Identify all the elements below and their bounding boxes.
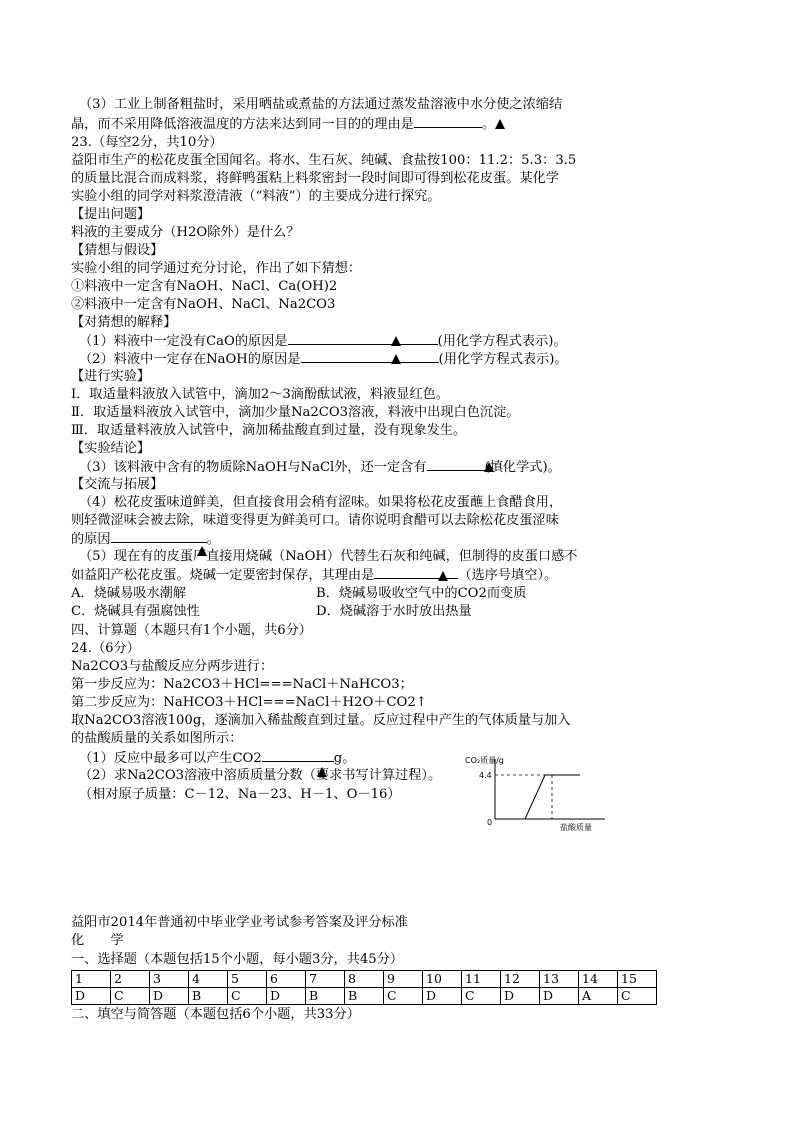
explanation-2: （2）料液中一定存在NaOH的原因是 (用化学方程式表示)。 — [79, 352, 568, 367]
answer-letter: C — [618, 988, 657, 1005]
option-d: D．烧碱溶于水时放出热量 — [316, 604, 472, 619]
option-a: A．烧碱易吸水潮解 — [71, 586, 187, 601]
question-text: 料液的主要成分（H2O除外）是什么？ — [71, 225, 300, 240]
answer-number: 8 — [345, 971, 384, 988]
option-b: B．烧碱易吸收空气中的CO2而变质 — [316, 586, 527, 601]
answers-title: 益阳市2014年普通初中毕业学业考试参考答案及评分标准 — [71, 915, 408, 930]
answer-letter: B — [345, 988, 384, 1005]
answer-number: 12 — [501, 971, 540, 988]
answer-letter: D — [423, 988, 462, 1005]
answer-blank[interactable] — [427, 458, 485, 471]
answer-blank[interactable] — [414, 115, 482, 128]
hypothesis-intro: 实验小组的同学通过充分讨论，作出了如下猜想： — [71, 261, 362, 276]
answer-number: 2 — [111, 971, 150, 988]
co2-mass-graph — [465, 755, 615, 840]
answer-letter: D — [267, 988, 306, 1005]
triangle-marker-icon — [484, 462, 494, 472]
q24-part-1: （1）反应中最多可以产生CO2 g。 — [79, 751, 356, 766]
section-heading: 【进行实验】 — [71, 369, 151, 384]
q22-3-line2: 晶，而不采用降低溶液温度的方法来达到同一目的的理由是 。 — [71, 117, 496, 132]
answer-table — [71, 970, 657, 1005]
answer-number: 9 — [384, 971, 423, 988]
triangle-marker-icon — [495, 119, 505, 129]
extension-5-line1: （5）现在有的皮蛋厂直接用烧碱（NaOH）代替生石灰和纯碱，但制得的皮蛋口感不 — [79, 549, 578, 564]
answer-number: 13 — [540, 971, 579, 988]
triangle-marker-icon — [391, 354, 401, 364]
graph-xlabel: 盐酸质量 — [560, 823, 592, 832]
graph-ylabel: CO₂质量/g — [465, 756, 504, 765]
answer-number: 6 — [267, 971, 306, 988]
section-heading: 【实验结论】 — [71, 441, 151, 456]
option-c: C．烧碱具有强腐蚀性 — [71, 604, 200, 619]
extension-4-line3: 的原因 。 — [71, 532, 220, 547]
answer-letter: D — [540, 988, 579, 1005]
answer-letters-row — [72, 988, 657, 1005]
answers-section-1: 一、选择题（本题包括15个小题，每小题3分，共45分） — [71, 952, 404, 967]
section-heading: 【对猜想的解释】 — [71, 315, 177, 330]
answer-number: 5 — [228, 971, 267, 988]
answer-number: 7 — [306, 971, 345, 988]
extension-5-line2: 如益阳产松花皮蛋。烧碱一定要密封保存，其理由是 （选序号填空）。 — [71, 568, 558, 583]
experiment-3: Ⅲ．取适量料液放入试管中，滴加稀盐酸直到过量，没有现象发生。 — [71, 423, 467, 438]
reaction-step-2: 第二步反应为：NaHCO3＋HCl===NaCl＋H2O＋CO2↑ — [71, 695, 427, 710]
q23-text-2: 的质量比混合而成料浆，将鲜鸭蛋粘上料浆密封一段时间即可得到松花皮蛋。某化学 — [71, 171, 559, 186]
section-4-heading: 四、计算题（本题只有1个小题，共6分） — [71, 623, 312, 638]
hypothesis-2: ②料液中一定含有NaOH、NaCl、Na2CO3 — [71, 297, 336, 312]
answer-letter: D — [501, 988, 540, 1005]
answer-blank[interactable] — [111, 530, 207, 543]
extension-4-line1: （4）松花皮蛋味道鲜美，但直接食用会稍有涩味。如果将松花皮蛋蘸上食醋食用， — [79, 495, 563, 510]
extension-4-line2: 则轻微涩味会被去除，味道变得更为鲜美可口。请你说明食醋可以去除松花皮蛋涩味 — [71, 513, 559, 528]
answer-letter: D — [72, 988, 111, 1005]
answer-blank[interactable] — [288, 332, 438, 345]
section-heading: 【提出问题】 — [71, 207, 151, 222]
triangle-marker-icon — [438, 571, 448, 581]
q23-text-3: 实验小组的同学对料浆澄清液（“料液”）的主要成分进行探究。 — [71, 189, 441, 204]
answer-letter: C — [111, 988, 150, 1005]
q24-text-3: 的盐酸质量的关系如图所示： — [71, 731, 243, 746]
answer-letter: D — [150, 988, 189, 1005]
reaction-step-1: 第一步反应为：Na2CO3＋HCl===NaCl＋NaHCO3； — [71, 677, 413, 692]
q24-part-2: （2）求Na2CO3溶液中溶质质量分数（要求书写计算过程）。 — [79, 768, 442, 783]
q23-text-1: 益阳市生产的松花皮蛋全国闻名。将水、生石灰、纯碱、食盐按100：11.2：5.3：3.5 — [71, 153, 577, 168]
answer-number: 4 — [189, 971, 228, 988]
answer-numbers-row — [72, 971, 657, 988]
explanation-1: （1）料液中一定没有CaO的原因是 (用化学方程式表示)。 — [79, 334, 567, 349]
graph-origin: 0 — [487, 818, 493, 827]
answer-letter: C — [462, 988, 501, 1005]
answer-letter: A — [579, 988, 618, 1005]
experiment-2: Ⅱ．取适量料液放入试管中，滴加少量Na2CO3溶液，料液中出现白色沉淀。 — [71, 405, 520, 420]
atomic-masses: （相对原子质量：C－12、Na－23、H－1、O－16） — [79, 787, 401, 802]
answer-number: 15 — [618, 971, 657, 988]
q24-header: 24.（6分） — [71, 641, 140, 656]
answer-letter: C — [384, 988, 423, 1005]
conclusion-3: （3）该料液中含有的物质除NaOH与NaCl外，还一定含有 (填化学式)。 — [79, 460, 561, 475]
answer-blank[interactable] — [262, 749, 334, 762]
answer-letter: B — [306, 988, 345, 1005]
answer-number: 11 — [462, 971, 501, 988]
section-heading: 【交流与拓展】 — [71, 477, 164, 492]
q23-header: 23.（每空2分，共10分） — [71, 135, 223, 150]
answers-section-2: 二、填空与简答题（本题包括6个小题，共33分） — [71, 1007, 360, 1022]
q24-text-1: Na2CO3与盐酸反应分两步进行： — [71, 659, 274, 674]
subject-name: 化 学 — [71, 933, 124, 948]
answer-number: 14 — [579, 971, 618, 988]
q22-3-line1: （3）工业上制备粗盐时，采用晒盐或煮盐的方法通过蒸发盐溶液中水分使之浓缩结 — [79, 97, 563, 112]
answer-blank[interactable] — [301, 350, 439, 363]
answer-number: 1 — [72, 971, 111, 988]
triangle-marker-icon — [391, 336, 401, 346]
q24-text-2: 取Na2CO3溶液100g，逐滴加入稀盐酸直到过量。反应过程中产生的气体质量与加入 — [71, 713, 571, 728]
graph-ytick: 4.4 — [479, 771, 492, 780]
answer-letter: B — [189, 988, 228, 1005]
experiment-1: Ⅰ．取适量料液放入试管中，滴加2～3滴酚酞试液，料液显红色。 — [71, 387, 450, 402]
answer-number: 10 — [423, 971, 462, 988]
co2-curve — [525, 775, 580, 819]
section-heading: 【猜想与假设】 — [71, 243, 164, 258]
answer-number: 3 — [150, 971, 189, 988]
answer-letter: C — [228, 988, 267, 1005]
hypothesis-1: ①料液中一定含有NaOH、NaCl、Ca(OH)2 — [71, 279, 338, 294]
